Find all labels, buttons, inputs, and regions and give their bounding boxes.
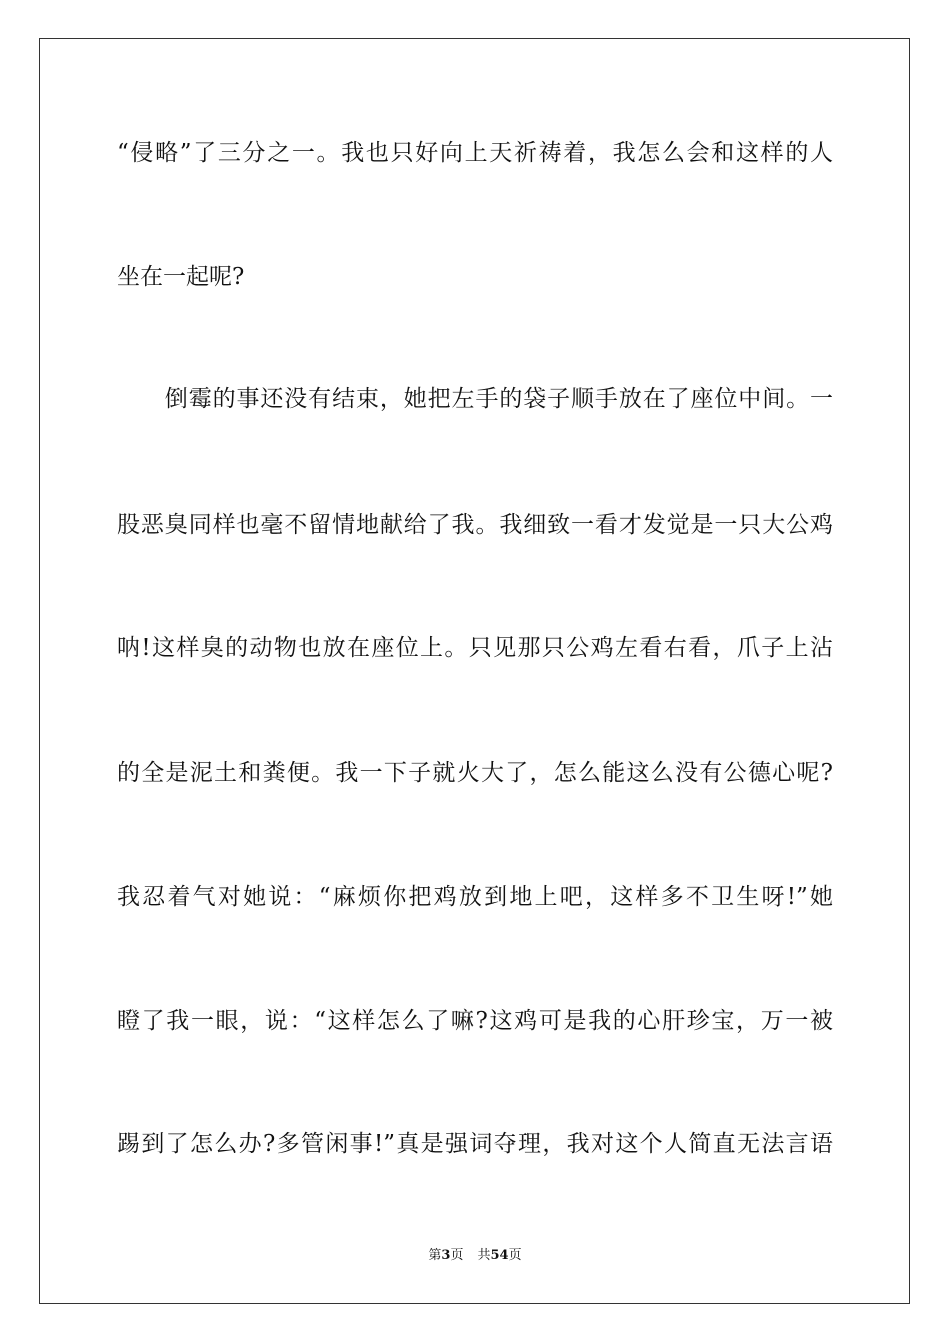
page-footer bbox=[0, 1247, 950, 1265]
paragraph-line: 我忍着气对她说：“麻烦你把鸡放到地上吧，这样多不卫生呀!”她 bbox=[117, 884, 833, 910]
paragraph-line: 瞪了我一眼，说：“这样怎么了嘛?这鸡可是我的心肝珍宝，万一被 bbox=[117, 1008, 833, 1034]
page-number: 3 bbox=[441, 1248, 451, 1263]
total-suffix: 页 bbox=[508, 1248, 522, 1263]
paragraph-line: 股恶臭同样也毫不留情地献给了我。我细致一看才发觉是一只大公鸡 bbox=[117, 512, 833, 538]
total-pages: 54 bbox=[490, 1248, 509, 1263]
paragraph-line: 踢到了怎么办?多管闲事!”真是强词夺理，我对这个人简直无法言语 bbox=[117, 1131, 833, 1157]
paragraph-line: 倒霉的事还没有结束，她把左手的袋子顺手放在了座位中间。一 bbox=[117, 386, 833, 412]
page-border bbox=[39, 38, 910, 1304]
total-prefix: 共 bbox=[477, 1248, 491, 1263]
paragraph-line: 坐在一起呢? bbox=[117, 264, 245, 290]
paragraph-line: 呐!这样臭的动物也放在座位上。只见那只公鸡左看右看，爪子上沾 bbox=[117, 635, 833, 661]
page-prefix: 第 bbox=[428, 1248, 442, 1263]
page-suffix: 页 bbox=[450, 1248, 464, 1263]
paragraph-line: 的全是泥土和粪便。我一下子就火大了，怎么能这么没有公德心呢? bbox=[117, 760, 833, 786]
paragraph-line: “侵略”了三分之一。我也只好向上天祈祷着，我怎么会和这样的人 bbox=[117, 140, 833, 166]
